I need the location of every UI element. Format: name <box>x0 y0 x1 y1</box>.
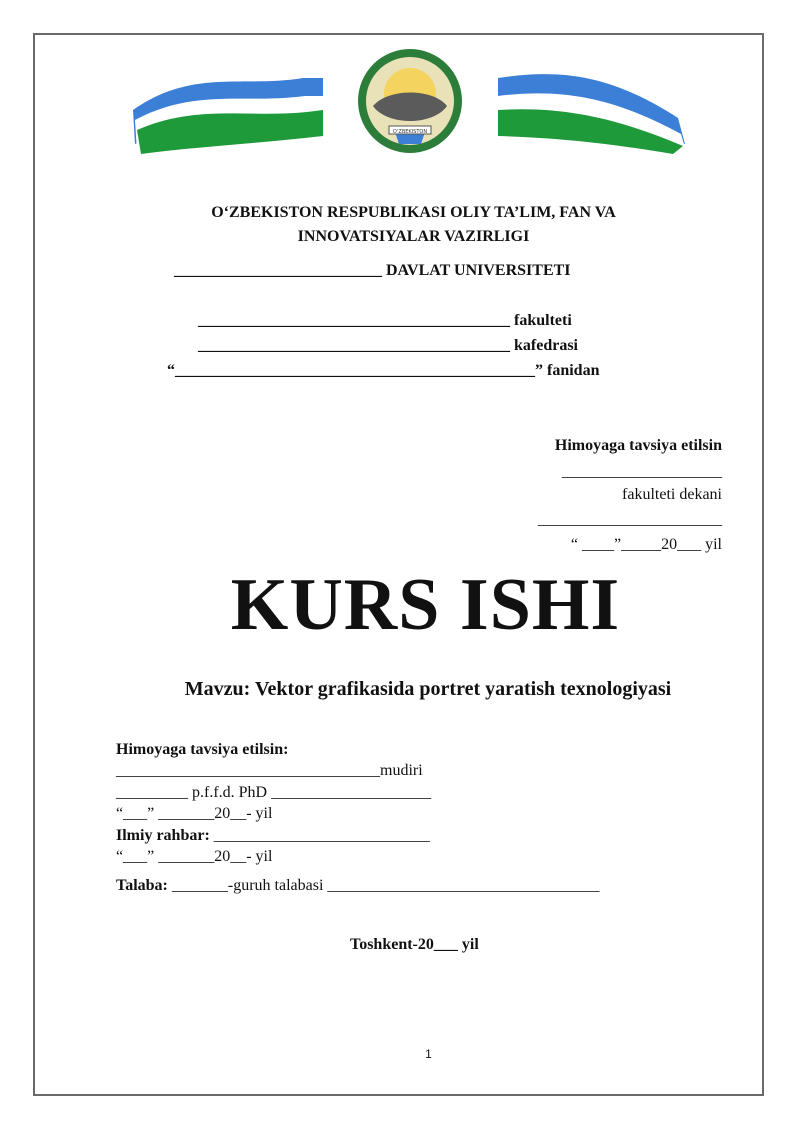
approval-signature-line: ____________________ <box>562 463 722 480</box>
city-year: Toshkent-20___ yil <box>350 936 479 953</box>
approval-date: “ ____”_____20___ yil <box>570 536 722 553</box>
topic-line: Mavzu: Vektor grafikasida portret yaratish texnologiyasi <box>184 678 672 700</box>
ministry-line-2: INNOVATSIYALAR VAZIRLIGI <box>297 228 530 245</box>
defense-date-1: “___” _______20__- yil <box>116 805 273 822</box>
department-head-line: _________________________________mudiri <box>116 762 423 779</box>
supervisor-value: ___________________________ <box>209 827 430 844</box>
department-line: _______________________________________ kafedrasi <box>198 337 578 354</box>
document-title: KURS ISHI <box>230 564 621 646</box>
defense-heading: Himoyaga tavsiya etilsin: <box>116 741 289 758</box>
degree-line: _________ p.f.f.d. PhD ____________________ <box>116 784 432 801</box>
emblem-label: O‘ZBEKISTON <box>392 129 428 135</box>
ministry-line-1: O‘ZBEKISTON RESPUBLIKASI OLIY TA’LIM, FAN VA <box>211 204 616 221</box>
subject-line: “_____________________________________________” fanidan <box>167 362 600 379</box>
defense-date-2: “___” _______20__- yil <box>116 848 273 865</box>
student-value: _______-guruh talabasi __________________________________ <box>167 877 600 894</box>
faculty-line: _______________________________________ fakulteti <box>198 312 572 329</box>
supervisor-label: Ilmiy rahbar: <box>116 827 210 844</box>
state-emblem-banner <box>133 48 688 154</box>
university-line: __________________________ DAVLAT UNIVERSITETI <box>174 262 571 279</box>
page-number: 1 <box>425 1047 432 1061</box>
supervisor-line <box>116 827 430 845</box>
dean-label: fakulteti dekani <box>622 486 722 503</box>
student-line <box>116 877 599 895</box>
student-label: Talaba: <box>116 877 168 894</box>
approval-heading: Himoyaga tavsiya etilsin <box>554 437 722 454</box>
dean-name-line: _______________________ <box>538 511 722 528</box>
